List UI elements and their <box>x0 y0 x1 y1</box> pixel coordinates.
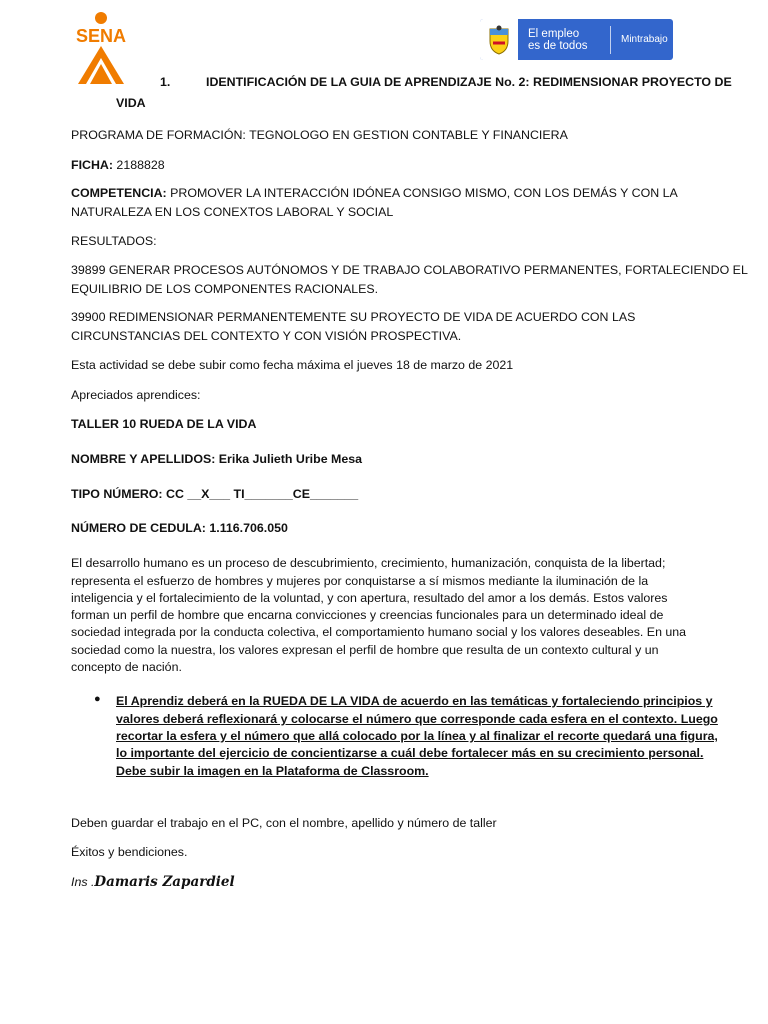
title-number: 1. <box>160 75 171 89</box>
competencia-line2: NATURALEZA EN LOS CONEXTOS LABORAL Y SOCIAL <box>71 205 394 219</box>
programa: PROGRAMA DE FORMACIÓN: TEGNOLOGO EN GESTION CONTABLE Y FINANCIERA <box>71 128 568 142</box>
instruccion-line: El Aprendiz deberá en la RUEDA DE LA VIDA de acuerdo en las temáticas y fortaleciendo principios y <box>116 694 713 708</box>
instruccion-line: valores deberá reflexionará y colocarse el número que corresponde cada esfera en el contexto. Luego <box>116 712 718 726</box>
saludo: Apreciados aprendices: <box>71 388 201 402</box>
svg-text:SENA: SENA <box>75 26 127 46</box>
resultado1-line2: EQUILIBRIO DE LOS COMPONENTES RACIONALES. <box>71 282 379 296</box>
parrafo-line: sociedad como la nuestra, los valores expresan el perfil de hombre que resulta de un contexto cultural y un <box>71 643 659 657</box>
ministry-label: Mintrabajo <box>621 34 668 45</box>
resultado1-line1: 39899 GENERAR PROCESOS AUTÓNOMOS Y DE TRABAJO COLABORATIVO PERMANENTES, FORTALECIENDO EL <box>71 263 748 277</box>
sena-logo-icon <box>64 12 138 84</box>
instruccion-line: lo importante del ejercicio de concientizarse a cuál debe fortalecer más en su crecimiento personal. <box>116 746 704 760</box>
fecha-entrega: Esta actividad se debe subir como fecha máxima el jueves 18 de marzo de 2021 <box>71 358 514 372</box>
exitos: Éxitos y bendiciones. <box>71 845 188 859</box>
guardar-instruccion: Deben guardar el trabajo en el PC, con el nombre, apellido y número de taller <box>71 816 497 830</box>
title-line2: VIDA <box>116 96 146 110</box>
signature-name: Damaris Zapardiel <box>94 874 235 890</box>
resultado2-line2: CIRCUNSTANCIAS DEL CONTEXTO Y CON VISIÓN PROSPECTIVA. <box>71 329 462 343</box>
taller-title: TALLER 10 RUEDA DE LA VIDA <box>71 417 257 431</box>
parrafo-line: sociedad integrada por la conducta colectiva, el comportamiento humano social y los valores deseables. En una <box>71 625 687 639</box>
resultados-label: RESULTADOS: <box>71 234 157 248</box>
gov-slogan: El empleo es de todos <box>528 27 588 52</box>
nombre-apellidos: NOMBRE Y APELLIDOS: Erika Julieth Uribe Mesa <box>71 452 363 466</box>
parrafo-line: representa el esfuerzo de hombres y mujeres por conquistarse a sí mismos mediante la iluminación de la <box>71 574 649 588</box>
bullet-icon: ● <box>94 693 101 705</box>
numero-cedula: NÚMERO DE CEDULA: 1.116.706.050 <box>71 521 288 535</box>
colombia-shield-icon <box>480 19 518 60</box>
tipo-numero: TIPO NÚMERO: CC __X___ TI_______CE_______ <box>71 487 359 501</box>
title-line1: IDENTIFICACIÓN DE LA GUIA DE APRENDIZAJE No. 2: REDIMENSIONAR PROYECTO DE <box>206 75 732 89</box>
parrafo-line: concepto de nación. <box>71 660 182 674</box>
competencia-line1: COMPETENCIA: PROMOVER LA INTERACCIÓN IDÓNEA CONSIGO MISMO, CON LOS DEMÁS Y CON LA <box>71 186 678 200</box>
parrafo-line: El desarrollo humano es un proceso de descubrimiento, crecimiento, humanización, conquista de la libertad; <box>71 556 666 570</box>
instruccion-line: recortar la esfera y el número que allá colocado por la línea y al finalizar el recorte quedará una figura, <box>116 729 718 743</box>
instruccion-line: Debe subir la imagen en la Plataforma de Classroom. <box>116 764 429 778</box>
ficha: FICHA: 2188828 <box>71 158 165 172</box>
parrafo-line: forman un perfil de hombre que encarna convicciones y creencias funcionales para un determinado ideal de <box>71 608 664 622</box>
gov-badge <box>480 19 673 60</box>
badge-divider <box>610 26 611 54</box>
parrafo-line: inteligencia y el fortalecimiento de la voluntad, y con apertura, resultado del amor a los demás. Estos valores <box>71 591 668 605</box>
resultado2-line1: 39900 REDIMENSIONAR PERMANENTEMENTE SU PROYECTO DE VIDA DE ACUERDO CON LAS <box>71 310 636 324</box>
signature: Ins .Damaris Zapardiel <box>71 874 235 890</box>
